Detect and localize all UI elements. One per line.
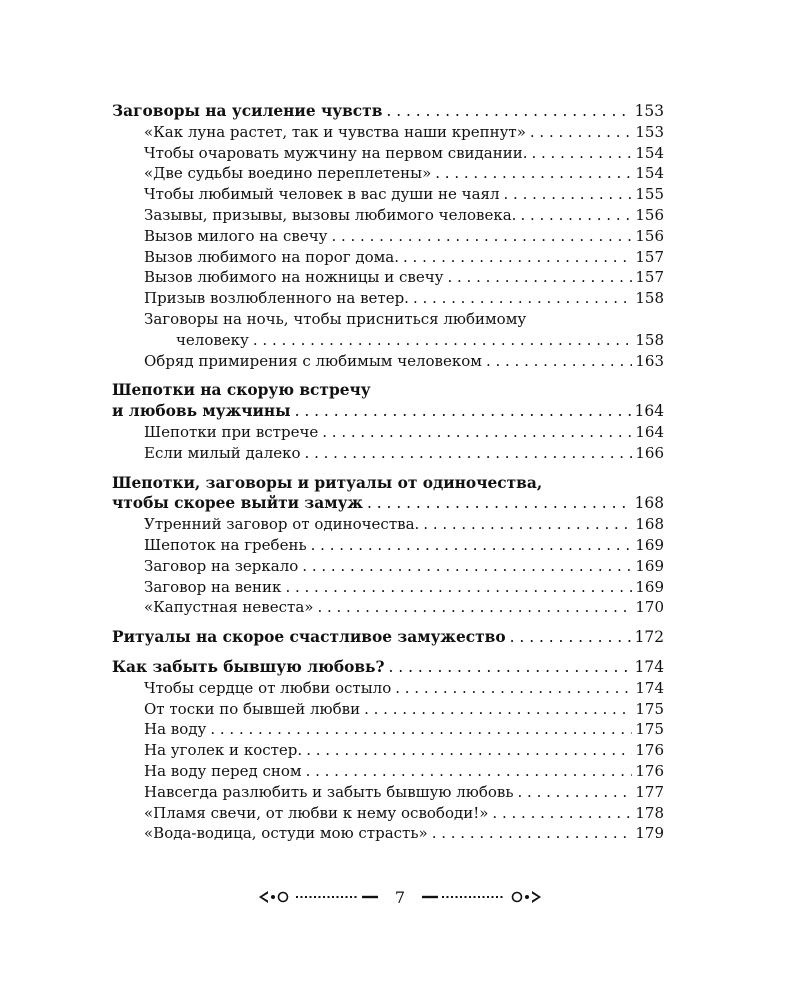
toc-entry-row (112, 535, 664, 556)
table-of-contents (112, 101, 664, 853)
toc-page-number: 154 (635, 143, 664, 162)
toc-entry-title: Шепоток на гребень (144, 535, 307, 554)
dot-leader (504, 184, 633, 205)
dot-leader (389, 657, 632, 678)
dot-leader (386, 101, 631, 122)
toc-heading-row (112, 101, 664, 122)
toc-page-number: 158 (635, 289, 664, 308)
dot-leader (432, 823, 633, 844)
dot-leader (311, 535, 633, 556)
toc-page-number: 169 (635, 535, 664, 554)
dot-leader (510, 627, 632, 648)
toc-entry-row (112, 556, 664, 577)
dot-leader (253, 330, 632, 351)
toc-page-number: 156 (635, 205, 664, 224)
page-footer (0, 882, 800, 912)
toc-entry-title: Вызов любимого на порог дома. (144, 247, 399, 266)
toc-entry-title: Вызов любимого на ножницы и свечу (144, 268, 444, 287)
toc-page-number: 166 (635, 443, 664, 462)
toc-page-number: 154 (635, 164, 664, 183)
toc-section (112, 380, 664, 463)
toc-page-number: 169 (635, 556, 664, 575)
toc-entry-row (112, 351, 664, 372)
toc-entry-title: Шепотки, заговоры и ритуалы от одиночества, (112, 473, 543, 492)
toc-page-number: 153 (635, 122, 664, 141)
toc-entry-title: Заговор на зеркало (144, 556, 299, 575)
toc-entry-row (112, 422, 664, 443)
toc-entry-title: Заговор на веник (144, 577, 282, 596)
toc-page-number: 179 (635, 824, 664, 843)
toc-entry-title: и любовь мужчины (112, 402, 291, 421)
toc-entry-title: «Пламя свечи, от любви к нему освободи!» (144, 803, 489, 822)
dot-leader (306, 761, 633, 782)
toc-entry-title: Вызов милого на свечу (144, 226, 328, 245)
dot-leader (364, 699, 632, 720)
toc-page-number: 158 (635, 330, 664, 349)
toc-entry-title: На воду (144, 720, 207, 739)
toc-entry-title: чтобы скорее выйти замуж (112, 494, 363, 513)
toc-entry-row (112, 740, 664, 761)
toc-entry-title: Обряд примирения с любимым человеком (144, 351, 482, 370)
dot-leader (492, 803, 632, 824)
toc-entry-title: Утренний заговор от одиночества. (144, 515, 420, 534)
toc-entry-title: Как забыть бывшую любовь? (112, 657, 385, 676)
toc-entry-row (112, 761, 664, 782)
toc-entry-title: Зазывы, призывы, вызовы любимого человека. (144, 205, 517, 224)
dot-leader (322, 422, 632, 443)
toc-entry-row (112, 443, 664, 464)
toc-entry-row (112, 597, 664, 618)
toc-heading-row (112, 493, 664, 514)
toc-page-number: 177 (635, 782, 664, 801)
dot-leader (306, 740, 632, 761)
dot-leader (331, 226, 632, 247)
toc-entry-row (112, 577, 664, 598)
toc-entry-row (112, 719, 664, 740)
toc-entry-row (112, 247, 664, 268)
dot-leader (530, 122, 632, 143)
toc-page-number: 155 (635, 185, 664, 204)
toc-section (112, 473, 664, 619)
toc-section (112, 627, 664, 648)
dot-leader (285, 577, 632, 598)
toc-entry-row (112, 823, 664, 844)
toc-page-number: 164 (634, 402, 664, 421)
toc-page-number: 172 (634, 628, 664, 647)
dot-leader (486, 351, 632, 372)
toc-entry-row (112, 699, 664, 720)
toc-entry-row (112, 122, 664, 143)
toc-page-number: 163 (635, 351, 664, 370)
ornament-left-icon (258, 889, 383, 905)
dot-leader (423, 514, 632, 535)
dot-leader (302, 556, 632, 577)
toc-entry-row (112, 678, 664, 699)
dot-leader (518, 782, 633, 803)
toc-entry-row (112, 205, 664, 226)
toc-entry-row (112, 184, 664, 205)
toc-entry-row (112, 803, 664, 824)
toc-entry-title: Навсегда разлюбить и забыть бывшую любовь (144, 782, 514, 801)
toc-entry-title: Ритуалы на скорое счастливое замужество (112, 628, 506, 647)
dot-leader (403, 247, 632, 268)
toc-page-number: 175 (635, 699, 664, 718)
toc-entry-title: «Как луна растет, так и чувства наши крепнут» (144, 122, 526, 141)
toc-page-number: 175 (635, 720, 664, 739)
toc-entry-title: Заговоры на ночь, чтобы присниться любимому (144, 309, 527, 328)
dot-leader (305, 443, 633, 464)
dot-leader (317, 597, 632, 618)
dot-leader (413, 288, 632, 309)
toc-page-number: 174 (634, 657, 664, 676)
toc-entry-title: Заговоры на усиление чувств (112, 102, 383, 120)
toc-page-number: 176 (635, 761, 664, 780)
dot-leader (520, 205, 632, 226)
toc-entry-title: На уголек и костер. (144, 741, 303, 760)
toc-entry-row (112, 163, 664, 184)
toc-page-number: 168 (634, 494, 664, 513)
toc-entry-title: Шепотки при встрече (144, 422, 319, 441)
dot-leader (367, 493, 632, 514)
toc-entry-row (112, 226, 664, 247)
toc-entry-title: На воду перед сном (144, 761, 302, 780)
toc-entry-title: «Две судьбы воедино переплетены» (144, 164, 432, 183)
toc-entry-title: Чтобы любимый человек в вас души не чаял (144, 185, 500, 204)
toc-entry-row (112, 782, 664, 803)
toc-page-number: 157 (635, 247, 664, 266)
toc-heading-row (112, 657, 664, 678)
dot-leader (210, 719, 632, 740)
page-number: 7 (394, 887, 406, 907)
toc-entry-title: Шепотки на скорую встречу (112, 381, 371, 400)
dot-leader (531, 143, 632, 164)
toc-page-number: 170 (635, 598, 664, 617)
toc-entry-title: Если милый далеко (144, 443, 301, 462)
toc-page-number: 178 (635, 803, 664, 822)
toc-page-number: 168 (635, 515, 664, 534)
toc-page-number: 156 (635, 226, 664, 245)
toc-section (112, 657, 664, 844)
toc-entry-row (112, 288, 664, 309)
toc-heading-row (112, 380, 664, 401)
ornament-right-icon (417, 889, 542, 905)
toc-entry-row (112, 514, 664, 535)
toc-entry-title: «Вода-водица, остуди мою страсть» (144, 824, 428, 843)
toc-entry-title: Чтобы сердце от любви остыло (144, 678, 392, 697)
toc-entry-title: Чтобы очаровать мужчину на первом свидании. (144, 143, 528, 162)
toc-entry-title: человеку (176, 330, 249, 349)
dot-leader (295, 401, 632, 422)
toc-heading-row (112, 473, 664, 494)
toc-page-number: 176 (635, 741, 664, 760)
dot-leader (435, 163, 632, 184)
toc-heading-row (112, 401, 664, 422)
toc-section (112, 101, 664, 371)
toc-entry-title: Призыв возлюбленного на ветер. (144, 289, 409, 308)
toc-heading-row (112, 627, 664, 648)
toc-entry-row (112, 330, 664, 351)
dot-leader (447, 267, 632, 288)
toc-page-number: 164 (635, 422, 664, 441)
toc-entry-title: От тоски по бывшей любви (144, 699, 361, 718)
toc-page-number: 157 (635, 268, 664, 287)
toc-entry-title: «Капустная невеста» (144, 598, 314, 617)
toc-page-number: 169 (635, 577, 664, 596)
toc-page-number: 174 (635, 678, 664, 697)
dot-leader (395, 678, 632, 699)
toc-entry-row (112, 267, 664, 288)
toc-entry-row (112, 143, 664, 164)
toc-page-number: 153 (634, 102, 664, 120)
toc-entry-row (112, 309, 664, 330)
